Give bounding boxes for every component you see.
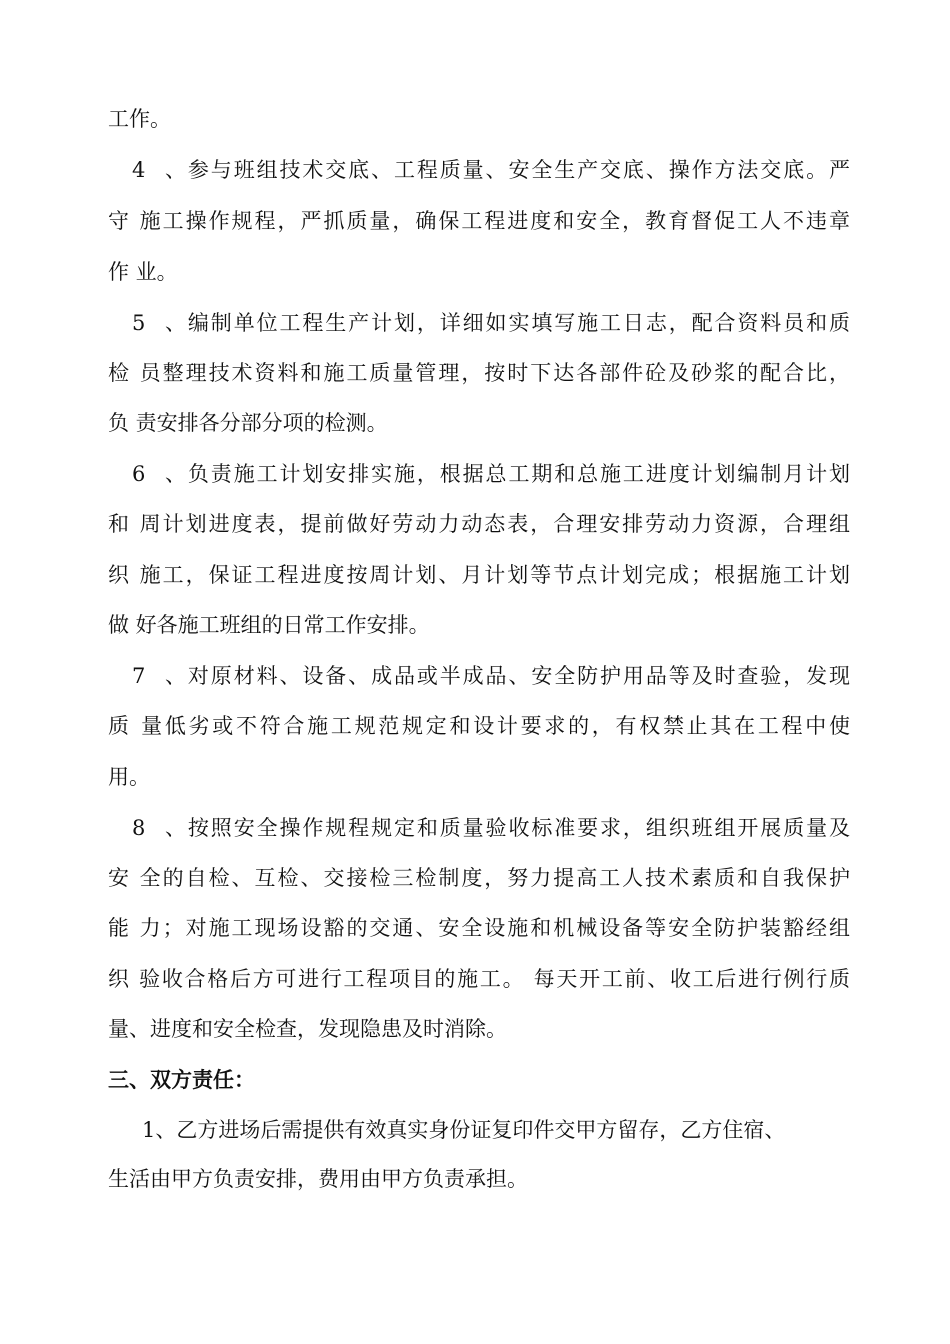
- text-line: 检 员整理技术资料和施工质量管理，按时下达各部件砼及砂浆的配合比，: [108, 361, 850, 385]
- text-line: 按照安全操作规程规定和质量验收标准要求，组织班组开展质量及: [186, 816, 850, 840]
- text-line: 乙方进场后需提供有效真实身份证复印件交甲方留存，乙方住宿、: [176, 1118, 786, 1142]
- text-line: 守 施工操作规程，严抓质量，确保工程进度和安全，教育督促工人不违章: [108, 209, 850, 233]
- text-line: 参与班组技术交底、工程质量、安全生产交底、操作方法交底。严: [186, 158, 850, 182]
- item-number: 5、: [132, 311, 186, 335]
- responsibility-1-line-1: [108, 1115, 850, 1145]
- item-number: 8、: [132, 816, 186, 840]
- item-number: 4、: [132, 158, 186, 182]
- text-line: 负责施工计划安排实施，根据总工期和总施工进度计划编制月计划: [186, 462, 850, 486]
- item-6-line-1: [108, 459, 850, 489]
- item-number: 6、: [132, 462, 186, 486]
- text-line: 对原材料、设备、成品或半成品、安全防护用品等及时查验，发现: [186, 664, 850, 688]
- text-line: 质 量低劣或不符合施工规范规定和设计要求的，有权禁止其在工程中使: [108, 714, 850, 738]
- text-line: 和 周计划进度表，提前做好劳动力动态表，合理安排劳动力资源，合理组: [108, 512, 850, 536]
- text-line: 能 力；对施工现场设豁的交通、安全设施和机械设备等安全防护装豁经组: [108, 916, 850, 940]
- item-8-line-1: [108, 813, 850, 843]
- item-4-line-1: [108, 155, 850, 185]
- text-line: 作 业。: [108, 260, 178, 284]
- item-number: 1、: [142, 1118, 177, 1142]
- text-line: 织 施工，保证工程进度按周计划、月计划等节点计划完成；根据施工计划: [108, 563, 850, 587]
- text-line: 用。: [108, 765, 150, 789]
- item-number: 7、: [132, 664, 186, 688]
- section-heading: 三、双方责任：: [108, 1067, 255, 1092]
- text-line: 生活由甲方负责安排，费用由甲方负责承担。: [108, 1167, 528, 1191]
- text-line: 负 责安排各分部分项的检测。: [108, 411, 388, 435]
- text-line: 编制单位工程生产计划，详细如实填写施工日志，配合资料员和质: [186, 311, 850, 335]
- item-7-line-1: [108, 661, 850, 691]
- item-5-line-1: [108, 308, 850, 338]
- text-line: 做 好各施工班组的日常工作安排。: [108, 613, 430, 637]
- text-line: 工作。: [108, 107, 171, 131]
- text-line: 织 验收合格后方可进行工程项目的施工。 每天开工前、收工后进行例行质: [108, 967, 850, 991]
- text-line: 量、进度和安全检查，发现隐患及时消除。: [108, 1017, 507, 1041]
- text-line: 安 全的自检、互检、交接检三检制度，努力提高工人技术素质和自我保护: [108, 866, 850, 890]
